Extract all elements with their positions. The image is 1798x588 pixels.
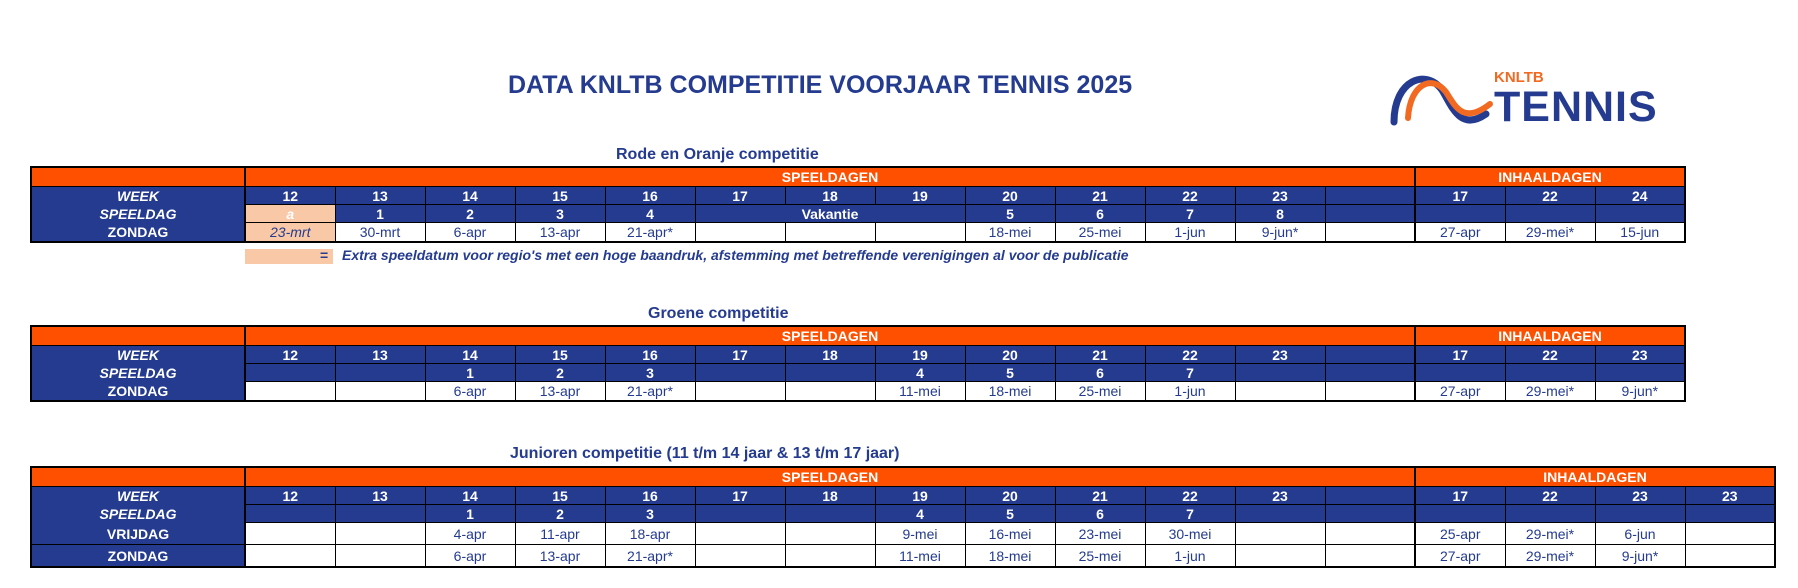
speeldag-cell: a <box>245 205 335 223</box>
vrijdag-cell <box>695 523 785 545</box>
vrijdag-cell <box>245 523 335 545</box>
zondag-cell: 1-jun <box>1145 223 1235 243</box>
week-inhaal-cell: 17 <box>1415 346 1505 364</box>
speeldag-cell: 2 <box>425 205 515 223</box>
week-cell: 17 <box>695 187 785 205</box>
zondag-cell: 23-mrt <box>245 223 335 243</box>
speeldag-cell <box>785 505 875 523</box>
week-cell: 22 <box>1145 346 1235 364</box>
vrijdag-cell <box>785 523 875 545</box>
zondag-inhaal-cell: 27-apr <box>1415 382 1505 402</box>
note-text: Extra speeldatum voor regio's met een hoge baandruk, afstemming met betreffende verenigingen al voor de publicatie <box>342 247 1129 263</box>
vrijdag-cell: 11-apr <box>515 523 605 545</box>
speeldag-cell <box>1325 364 1415 382</box>
week-cell: 14 <box>425 346 515 364</box>
speeldag-cell: 1 <box>335 205 425 223</box>
zondag-cell: 18-mei <box>965 545 1055 568</box>
week-cell: 22 <box>1145 487 1235 505</box>
zondag-inhaal-cell: 15-jun <box>1595 223 1685 243</box>
week-inhaal-cell: 17 <box>1415 187 1505 205</box>
week-cell: 18 <box>785 346 875 364</box>
row-label-week: WEEK <box>31 346 245 364</box>
header-speeldagen: SPEELDAGEN <box>245 467 1415 487</box>
zondag-cell <box>245 545 335 568</box>
week-cell: 17 <box>695 487 785 505</box>
speeldag-cell <box>1325 505 1415 523</box>
zondag-cell: 13-apr <box>515 223 605 243</box>
header-spacer <box>31 326 245 346</box>
week-inhaal-cell: 22 <box>1505 487 1595 505</box>
zondag-cell: 11-mei <box>875 382 965 402</box>
speeldag-cell: 7 <box>1145 364 1235 382</box>
week-cell: 17 <box>695 346 785 364</box>
zondag-cell <box>785 545 875 568</box>
vrijdag-inhaal-cell: 6-jun <box>1595 523 1685 545</box>
logo-wordmark: TENNIS <box>1494 83 1658 131</box>
speeldag-cell: 5 <box>965 505 1055 523</box>
speeldag-cell: 5 <box>965 205 1055 223</box>
zondag-cell <box>695 545 785 568</box>
week-cell: 16 <box>605 487 695 505</box>
speeldag-inhaal-cell <box>1505 505 1595 523</box>
zondag-inhaal-cell: 29-mei* <box>1505 545 1595 568</box>
speeldag-cell: 2 <box>515 505 605 523</box>
zondag-cell: 13-apr <box>515 545 605 568</box>
zondag-cell <box>785 223 875 243</box>
speeldag-cell <box>335 364 425 382</box>
zondag-cell <box>875 223 965 243</box>
speeldag-cell <box>1235 364 1325 382</box>
zondag-cell <box>335 545 425 568</box>
speeldag-cell <box>1325 205 1415 223</box>
zondag-cell: 1-jun <box>1145 382 1235 402</box>
zondag-cell: 18-mei <box>965 223 1055 243</box>
zondag-cell: 9-jun* <box>1235 223 1325 243</box>
week-cell: 12 <box>245 487 335 505</box>
speeldag-cell: 1 <box>425 364 515 382</box>
row-label-week: WEEK <box>31 187 245 205</box>
week-cell: 16 <box>605 187 695 205</box>
speeldag-cell: 8 <box>1235 205 1325 223</box>
week-inhaal-cell: 23 <box>1685 487 1775 505</box>
schedule-table-groene <box>30 325 1686 402</box>
section-title-junioren: Junioren competitie (11 t/m 14 jaar & 13 t/m 17 jaar) <box>510 445 900 462</box>
week-cell <box>1325 487 1415 505</box>
week-cell: 22 <box>1145 187 1235 205</box>
week-inhaal-cell: 17 <box>1415 487 1505 505</box>
speeldag-cell: 6 <box>1055 505 1145 523</box>
schedule-table-rode <box>30 166 1686 243</box>
week-cell: 23 <box>1235 187 1325 205</box>
week-cell: 23 <box>1235 487 1325 505</box>
week-cell: 12 <box>245 187 335 205</box>
speeldag-cell <box>785 364 875 382</box>
speeldag-cell: 4 <box>875 364 965 382</box>
zondag-cell: 6-apr <box>425 545 515 568</box>
speeldag-inhaal-cell <box>1505 205 1595 223</box>
speeldag-inhaal-cell <box>1685 505 1775 523</box>
row-label-vrijdag: VRIJDAG <box>31 523 245 545</box>
speeldag-inhaal-cell <box>1415 205 1505 223</box>
week-cell: 20 <box>965 346 1055 364</box>
week-inhaal-cell: 23 <box>1595 487 1685 505</box>
zondag-cell <box>1325 382 1415 402</box>
week-cell: 15 <box>515 187 605 205</box>
speeldag-cell: 6 <box>1055 364 1145 382</box>
row-label-speeldag: SPEELDAG <box>31 205 245 223</box>
speeldag-inhaal-cell <box>1415 364 1505 382</box>
vakantie-label: Vakantie <box>695 205 965 223</box>
speeldag-cell <box>695 364 785 382</box>
zondag-cell: 21-apr* <box>605 223 695 243</box>
speeldag-cell: 7 <box>1145 505 1235 523</box>
zondag-cell: 25-mei <box>1055 545 1145 568</box>
vrijdag-cell: 16-mei <box>965 523 1055 545</box>
zondag-inhaal-cell: 27-apr <box>1415 545 1505 568</box>
speeldag-cell <box>335 505 425 523</box>
header-spacer <box>31 467 245 487</box>
speeldag-inhaal-cell <box>1595 205 1685 223</box>
row-label-speeldag: SPEELDAG <box>31 364 245 382</box>
vrijdag-inhaal-cell <box>1685 523 1775 545</box>
week-cell: 20 <box>965 187 1055 205</box>
zondag-cell: 18-mei <box>965 382 1055 402</box>
speeldag-cell <box>245 505 335 523</box>
vrijdag-cell: 9-mei <box>875 523 965 545</box>
vrijdag-cell: 23-mei <box>1055 523 1145 545</box>
header-speeldagen: SPEELDAGEN <box>245 167 1415 187</box>
speeldag-cell: 4 <box>875 505 965 523</box>
header-spacer <box>31 167 245 187</box>
week-inhaal-cell: 23 <box>1595 346 1685 364</box>
speeldag-inhaal-cell <box>1415 505 1505 523</box>
section-title-rode: Rode en Oranje competitie <box>616 146 819 163</box>
zondag-cell: 6-apr <box>425 223 515 243</box>
zondag-cell <box>785 382 875 402</box>
vrijdag-cell: 4-apr <box>425 523 515 545</box>
speeldag-cell: 6 <box>1055 205 1145 223</box>
speeldag-inhaal-cell <box>1505 364 1595 382</box>
zondag-inhaal-cell: 27-apr <box>1415 223 1505 243</box>
speeldag-cell: 4 <box>605 205 695 223</box>
vrijdag-cell: 18-apr <box>605 523 695 545</box>
speeldag-cell: 5 <box>965 364 1055 382</box>
week-cell: 16 <box>605 346 695 364</box>
week-cell: 12 <box>245 346 335 364</box>
vrijdag-inhaal-cell: 29-mei* <box>1505 523 1595 545</box>
section-title-groene: Groene competitie <box>648 305 789 322</box>
week-cell: 13 <box>335 187 425 205</box>
week-inhaal-cell: 22 <box>1505 187 1595 205</box>
zondag-inhaal-cell: 9-jun* <box>1595 382 1685 402</box>
week-cell <box>1325 187 1415 205</box>
zondag-cell <box>695 223 785 243</box>
row-label-speeldag: SPEELDAG <box>31 505 245 523</box>
zondag-cell <box>335 382 425 402</box>
speeldag-cell: 7 <box>1145 205 1235 223</box>
week-cell: 13 <box>335 487 425 505</box>
vrijdag-cell <box>1325 523 1415 545</box>
note-equals: = <box>320 247 329 263</box>
speeldag-cell <box>695 505 785 523</box>
zondag-inhaal-cell: 29-mei* <box>1505 223 1595 243</box>
week-cell: 14 <box>425 187 515 205</box>
week-cell: 21 <box>1055 346 1145 364</box>
schedule-table-junioren <box>30 466 1776 568</box>
vrijdag-cell <box>1235 523 1325 545</box>
logo-brand: KNLTB <box>1494 69 1544 86</box>
week-cell: 19 <box>875 487 965 505</box>
week-cell: 18 <box>785 187 875 205</box>
row-label-zondag: ZONDAG <box>31 382 245 402</box>
week-cell: 23 <box>1235 346 1325 364</box>
week-inhaal-cell: 22 <box>1505 346 1595 364</box>
vrijdag-inhaal-cell: 25-apr <box>1415 523 1505 545</box>
speeldag-cell <box>1235 505 1325 523</box>
zondag-cell: 21-apr* <box>605 545 695 568</box>
zondag-cell: 11-mei <box>875 545 965 568</box>
week-cell: 15 <box>515 487 605 505</box>
vrijdag-cell <box>335 523 425 545</box>
zondag-cell <box>245 382 335 402</box>
header-inhaaldagen: INHAALDAGEN <box>1415 326 1685 346</box>
week-cell: 21 <box>1055 487 1145 505</box>
week-cell: 14 <box>425 487 515 505</box>
zondag-cell: 21-apr* <box>605 382 695 402</box>
week-cell: 21 <box>1055 187 1145 205</box>
header-inhaaldagen: INHAALDAGEN <box>1415 467 1775 487</box>
week-cell: 13 <box>335 346 425 364</box>
row-label-week: WEEK <box>31 487 245 505</box>
speeldag-cell: 1 <box>425 505 515 523</box>
zondag-cell: 30-mrt <box>335 223 425 243</box>
zondag-cell <box>1325 545 1415 568</box>
zondag-inhaal-cell: 9-jun* <box>1595 545 1685 568</box>
header-inhaaldagen: INHAALDAGEN <box>1415 167 1685 187</box>
zondag-cell <box>1235 382 1325 402</box>
vrijdag-cell: 30-mei <box>1145 523 1235 545</box>
header-speeldagen: SPEELDAGEN <box>245 326 1415 346</box>
zondag-cell <box>695 382 785 402</box>
week-cell: 19 <box>875 346 965 364</box>
speeldag-cell <box>245 364 335 382</box>
speeldag-inhaal-cell <box>1595 505 1685 523</box>
zondag-cell <box>1235 545 1325 568</box>
zondag-cell: 25-mei <box>1055 223 1145 243</box>
zondag-inhaal-cell: 29-mei* <box>1505 382 1595 402</box>
week-cell: 15 <box>515 346 605 364</box>
zondag-cell: 25-mei <box>1055 382 1145 402</box>
week-cell: 19 <box>875 187 965 205</box>
zondag-cell <box>1325 223 1415 243</box>
zondag-inhaal-cell <box>1685 545 1775 568</box>
row-label-zondag: ZONDAG <box>31 223 245 243</box>
speeldag-inhaal-cell <box>1595 364 1685 382</box>
zondag-cell: 6-apr <box>425 382 515 402</box>
week-cell <box>1325 346 1415 364</box>
zondag-cell: 1-jun <box>1145 545 1235 568</box>
zondag-cell: 13-apr <box>515 382 605 402</box>
week-cell: 18 <box>785 487 875 505</box>
speeldag-cell: 2 <box>515 364 605 382</box>
week-inhaal-cell: 24 <box>1595 187 1685 205</box>
speeldag-cell: 3 <box>515 205 605 223</box>
page-title: DATA KNLTB COMPETITIE VOORJAAR TENNIS 2025 <box>508 71 1133 99</box>
speeldag-cell: 3 <box>605 364 695 382</box>
speeldag-cell: 3 <box>605 505 695 523</box>
week-cell: 20 <box>965 487 1055 505</box>
row-label-zondag: ZONDAG <box>31 545 245 568</box>
